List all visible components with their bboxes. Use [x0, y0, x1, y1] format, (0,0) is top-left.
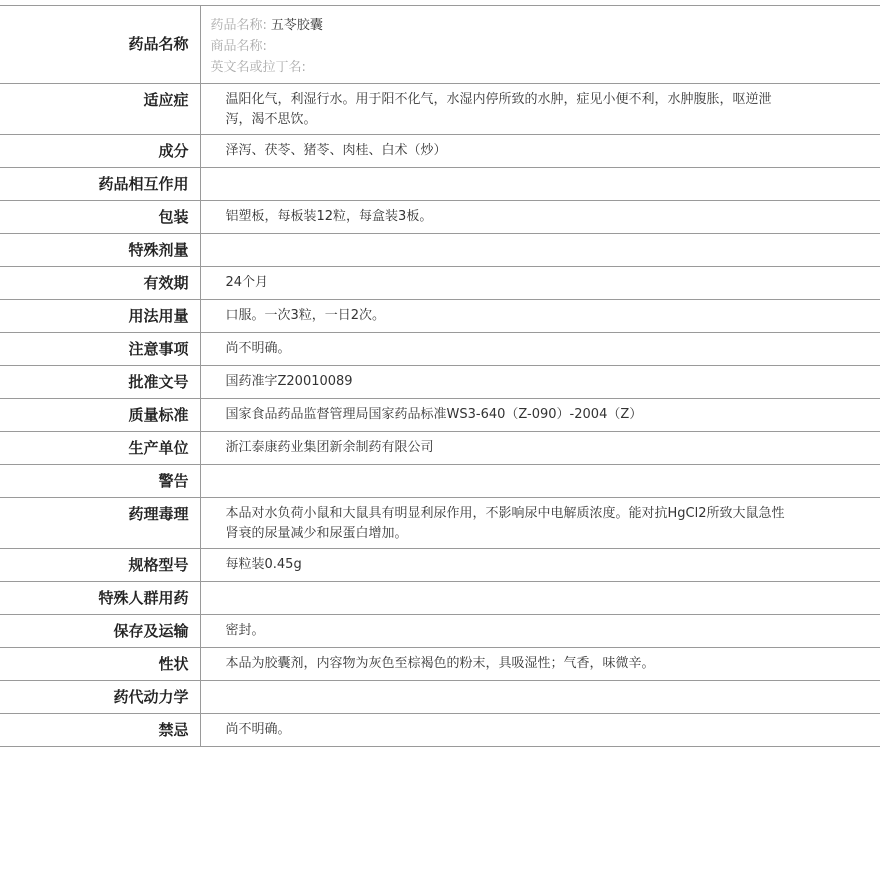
row-label: 特殊剂量	[0, 234, 200, 267]
drug-name-line	[211, 15, 880, 36]
english-name-key: 英文名或拉丁名:	[210, 60, 306, 75]
row-label: 规格型号	[0, 549, 200, 582]
row-value: 尚不明确。	[200, 333, 880, 366]
row-shelf-life	[0, 267, 880, 300]
drug-info-sheet	[0, 5, 880, 747]
row-label: 注意事项	[0, 333, 200, 366]
row-interactions	[0, 168, 880, 201]
row-label: 药代动力学	[0, 681, 200, 714]
row-storage	[0, 615, 880, 648]
row-value: 铝塑板，每板装12粒，每盒装3板。	[200, 201, 880, 234]
drug-name-value: 五苓胶囊	[270, 18, 323, 33]
row-packaging	[0, 201, 880, 234]
row-value: 浙江泰康药业集团新余制药有限公司	[200, 432, 880, 465]
row-contraindications	[0, 714, 880, 747]
row-label: 药品相互作用	[0, 168, 200, 201]
row-value: 口服。一次3粒，一日2次。	[200, 300, 880, 333]
row-value	[200, 465, 880, 498]
row-value: 国药准字Z20010089	[200, 366, 880, 399]
row-value: 24个月	[200, 267, 880, 300]
row-value: 泽泻、茯苓、猪苓、肉桂、白术（炒）	[200, 135, 880, 168]
row-pharmacokinetics	[0, 681, 880, 714]
row-label: 质量标准	[0, 399, 200, 432]
row-label: 有效期	[0, 267, 200, 300]
row-value	[200, 168, 880, 201]
row-value	[200, 582, 880, 615]
row-value: 本品为胶囊剂，内容物为灰色至棕褐色的粉末，具吸湿性；气香，味微辛。	[200, 648, 880, 681]
row-label: 批准文号	[0, 366, 200, 399]
row-value	[200, 234, 880, 267]
product-name-key: 商品名称:	[210, 39, 267, 54]
row-label: 药理毒理	[0, 498, 200, 549]
row-specification	[0, 549, 880, 582]
row-precautions	[0, 333, 880, 366]
row-label: 适应症	[0, 84, 200, 135]
row-value: 密封。	[200, 615, 880, 648]
row-special-dosage	[0, 234, 880, 267]
english-name-line	[211, 57, 880, 78]
row-label: 禁忌	[0, 714, 200, 747]
row-ingredients	[0, 135, 880, 168]
row-value	[200, 498, 880, 549]
row-label: 警告	[0, 465, 200, 498]
row-value-text: 本品对水负荷小鼠和大鼠具有明显利尿作用，不影响尿中电解质浓度。能对抗HgCl2所致大鼠急性肾衰的尿量减少和尿蛋白增加。	[225, 506, 785, 541]
row-value: 每粒装0.45g	[200, 549, 880, 582]
row-manufacturer	[0, 432, 880, 465]
row-approval-number	[0, 366, 880, 399]
drug-name-key: 药品名称:	[210, 18, 267, 33]
row-dosage	[0, 300, 880, 333]
row-label: 用法用量	[0, 300, 200, 333]
row-label: 成分	[0, 135, 200, 168]
row-value: 尚不明确。	[200, 714, 880, 747]
product-name-line	[211, 36, 880, 57]
row-quality-standard	[0, 399, 880, 432]
row-value-text: 温阳化气，利湿行水。用于阳不化气，水湿内停所致的水肿，症见小便不利，水肿腹胀，呕逆泄泻，渴不思饮。	[225, 92, 772, 127]
row-value	[200, 84, 880, 135]
row-label: 包装	[0, 201, 200, 234]
row-label: 特殊人群用药	[0, 582, 200, 615]
row-pharmacology	[0, 498, 880, 549]
row-label: 性状	[0, 648, 200, 681]
row-special-populations	[0, 582, 880, 615]
drug-info-table	[0, 5, 880, 747]
row-label: 保存及运输	[0, 615, 200, 648]
row-indications	[0, 84, 880, 135]
row-drug-name	[0, 6, 880, 84]
row-warning	[0, 465, 880, 498]
row-label: 药品名称	[0, 6, 200, 84]
row-description	[0, 648, 880, 681]
row-label: 生产单位	[0, 432, 200, 465]
row-value	[200, 681, 880, 714]
row-value	[200, 6, 880, 84]
row-value: 国家食品药品监督管理局国家药品标准WS3-640（Z-090）-2004（Z）	[200, 399, 880, 432]
